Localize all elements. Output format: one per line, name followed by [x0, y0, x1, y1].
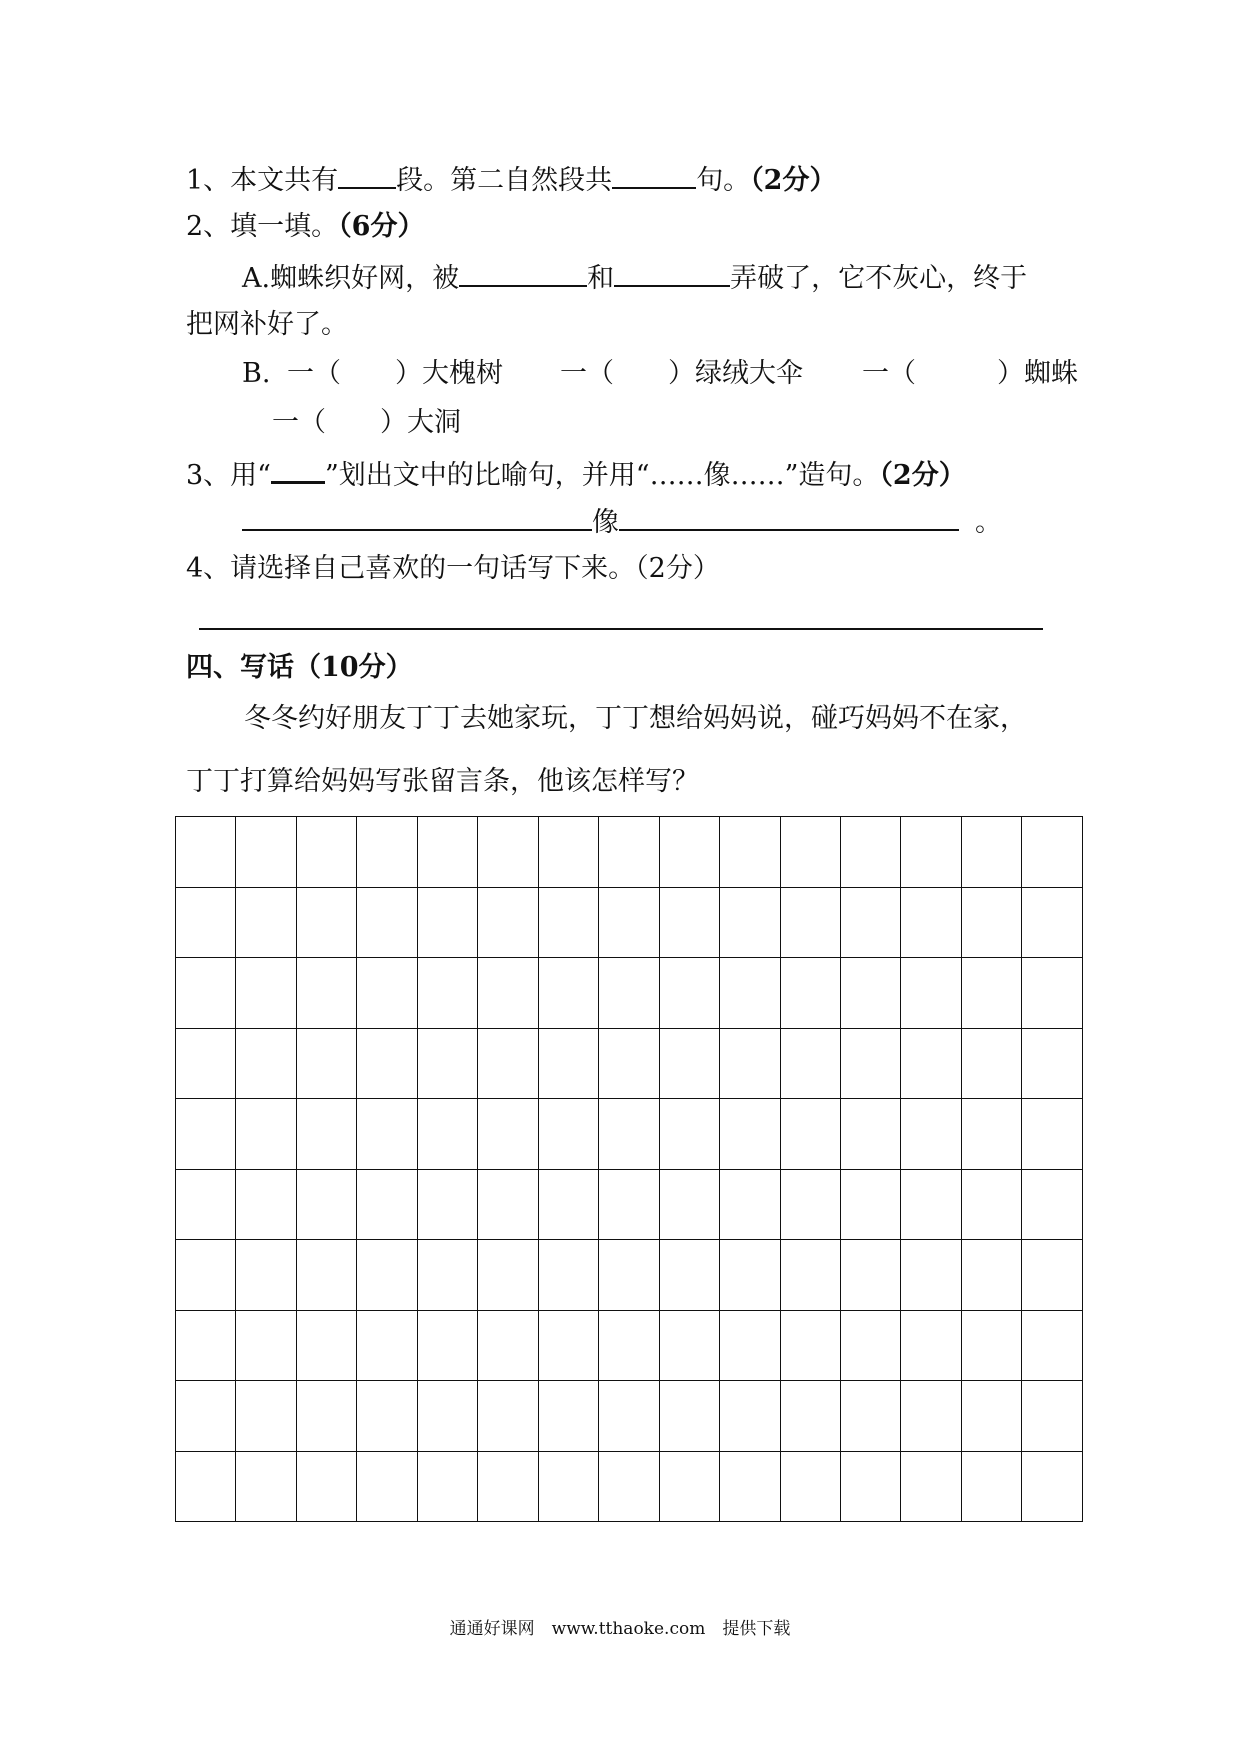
grid-cell[interactable]: [599, 1028, 659, 1099]
grid-cell[interactable]: [478, 1381, 538, 1452]
grid-cell[interactable]: [176, 1310, 236, 1381]
grid-cell[interactable]: [296, 1310, 356, 1381]
grid-cell[interactable]: [538, 1099, 598, 1170]
grid-cell[interactable]: [357, 1310, 417, 1381]
section-4-prompt-line-2: 丁丁打算给妈妈写张留言条，他该怎样写？: [186, 766, 699, 797]
grid-cell[interactable]: [357, 817, 417, 888]
q3-underline-sample: [271, 455, 325, 484]
grid-cell[interactable]: [961, 1381, 1021, 1452]
grid-cell[interactable]: [840, 1310, 900, 1381]
grid-cell[interactable]: [538, 1028, 598, 1099]
grid-cell[interactable]: [417, 1169, 477, 1240]
grid-cell[interactable]: [478, 1099, 538, 1170]
grid-cell[interactable]: [659, 887, 719, 958]
q2-part-b-prefix: B.: [242, 358, 271, 389]
grid-cell[interactable]: [840, 1169, 900, 1240]
q1-text-middle: 段。第二自然段共: [396, 165, 613, 196]
grid-cell[interactable]: [538, 958, 598, 1029]
grid-cell[interactable]: [236, 1240, 296, 1311]
grid-cell[interactable]: [1022, 1240, 1083, 1311]
grid-cell[interactable]: [236, 817, 296, 888]
grid-cell[interactable]: [780, 1240, 840, 1311]
grid-cell[interactable]: [236, 1381, 296, 1452]
grid-cell[interactable]: [780, 1169, 840, 1240]
grid-row: [176, 958, 1083, 1029]
grid-cell[interactable]: [720, 817, 780, 888]
grid-cell[interactable]: [901, 1310, 961, 1381]
grid-cell[interactable]: [901, 1028, 961, 1099]
grid-cell[interactable]: [296, 958, 356, 1029]
grid-cell[interactable]: [417, 1310, 477, 1381]
grid-cell[interactable]: [720, 1310, 780, 1381]
grid-cell[interactable]: [780, 958, 840, 1029]
grid-cell[interactable]: [840, 1451, 900, 1522]
grid-cell[interactable]: [961, 1028, 1021, 1099]
grid-cell[interactable]: [538, 1240, 598, 1311]
grid-cell[interactable]: [236, 1451, 296, 1522]
grid-cell[interactable]: [357, 1028, 417, 1099]
grid-cell[interactable]: [840, 1240, 900, 1311]
question-2: [186, 210, 424, 244]
grid-cell[interactable]: [720, 1028, 780, 1099]
q2a-text-middle: 和: [587, 263, 615, 294]
q2-part-a-continued: 把网补好了。: [186, 309, 348, 340]
question-4: 4、请选择自己喜欢的一句话写下来。（2分）: [186, 553, 720, 584]
grid-cell[interactable]: [659, 1169, 719, 1240]
grid-cell[interactable]: [780, 1028, 840, 1099]
q2-b-item-1: 一（ ）大槐树: [287, 358, 503, 389]
grid-cell[interactable]: [296, 1451, 356, 1522]
grid-cell[interactable]: [296, 817, 356, 888]
grid-cell[interactable]: [659, 1451, 719, 1522]
grid-cell[interactable]: [357, 958, 417, 1029]
grid-cell[interactable]: [901, 1099, 961, 1170]
grid-cell[interactable]: [296, 1028, 356, 1099]
grid-cell[interactable]: [1022, 1451, 1083, 1522]
grid-cell[interactable]: [1022, 817, 1083, 888]
grid-row: [176, 1310, 1083, 1381]
grid-cell[interactable]: [417, 1028, 477, 1099]
grid-cell[interactable]: [901, 887, 961, 958]
grid-cell[interactable]: [659, 817, 719, 888]
grid-cell[interactable]: [236, 1028, 296, 1099]
grid-cell[interactable]: [599, 1240, 659, 1311]
section-4-prompt-line-1: 冬冬约好朋友丁丁去她家玩，丁丁想给妈妈说，碰巧妈妈不在家，: [244, 703, 1027, 734]
grid-row: [176, 1451, 1083, 1522]
grid-cell[interactable]: [538, 1381, 598, 1452]
grid-cell[interactable]: [478, 1451, 538, 1522]
grid-cell[interactable]: [659, 1028, 719, 1099]
grid-cell[interactable]: [599, 1451, 659, 1522]
grid-cell[interactable]: [1022, 1310, 1083, 1381]
grid-cell[interactable]: [176, 1028, 236, 1099]
grid-cell[interactable]: [176, 1099, 236, 1170]
q2a-text-end: 弄破了，它不灰心，终于: [730, 263, 1028, 294]
grid-cell[interactable]: [357, 1381, 417, 1452]
grid-cell[interactable]: [961, 1310, 1021, 1381]
grid-cell[interactable]: [901, 1451, 961, 1522]
grid-cell[interactable]: [236, 958, 296, 1029]
grid-cell[interactable]: [659, 1381, 719, 1452]
grid-cell[interactable]: [538, 817, 598, 888]
q3-text-end: ”划出文中的比喻句，并用“……像……”造句。: [324, 460, 880, 491]
grid-cell[interactable]: [901, 817, 961, 888]
q2-part-a: [242, 259, 1027, 296]
grid-cell[interactable]: [780, 887, 840, 958]
grid-cell[interactable]: [357, 1240, 417, 1311]
grid-cell[interactable]: [720, 1099, 780, 1170]
grid-cell[interactable]: [357, 887, 417, 958]
grid-cell[interactable]: [417, 1451, 477, 1522]
grid-cell[interactable]: [720, 1451, 780, 1522]
footer-text: 通通好课网 www.tthaoke.com 提供下载: [449, 1619, 791, 1639]
grid-row: [176, 1099, 1083, 1170]
grid-cell[interactable]: [417, 817, 477, 888]
q2a-text-start: A.蜘蛛织好网，被: [242, 263, 460, 294]
grid-cell[interactable]: [840, 1099, 900, 1170]
grid-row: [176, 1028, 1083, 1099]
q4-answer-line[interactable]: [199, 628, 1043, 630]
grid-cell[interactable]: [478, 1028, 538, 1099]
grid-cell[interactable]: [659, 958, 719, 1029]
q3-period: 。: [975, 507, 1002, 538]
grid-cell[interactable]: [720, 958, 780, 1029]
grid-row: [176, 887, 1083, 958]
grid-row: [176, 817, 1083, 888]
grid-cell[interactable]: [478, 1240, 538, 1311]
grid-cell[interactable]: [599, 1310, 659, 1381]
grid-cell[interactable]: [538, 887, 598, 958]
grid-cell[interactable]: [236, 887, 296, 958]
q1-blank-sentences[interactable]: [612, 161, 696, 189]
grid-cell[interactable]: [176, 817, 236, 888]
grid-cell[interactable]: [236, 1099, 296, 1170]
q2a-blank-1[interactable]: [459, 259, 587, 287]
question-3: [186, 455, 966, 493]
grid-cell[interactable]: [176, 1451, 236, 1522]
grid-row: [176, 1169, 1083, 1240]
grid-row: [176, 1381, 1083, 1452]
q1-blank-paragraphs[interactable]: [338, 161, 396, 189]
grid-cell[interactable]: [538, 1310, 598, 1381]
grid-cell[interactable]: [659, 1240, 719, 1311]
writing-grid[interactable]: [175, 816, 1083, 1522]
grid-cell[interactable]: [961, 958, 1021, 1029]
grid-cell[interactable]: [901, 1240, 961, 1311]
grid-cell[interactable]: [417, 958, 477, 1029]
grid-cell[interactable]: [478, 1169, 538, 1240]
grid-cell[interactable]: [961, 1169, 1021, 1240]
q1-text-end: 句。: [696, 165, 751, 196]
grid-cell[interactable]: [961, 1240, 1021, 1311]
grid-cell[interactable]: [961, 1451, 1021, 1522]
grid-cell[interactable]: [901, 1381, 961, 1452]
grid-cell[interactable]: [1022, 1099, 1083, 1170]
grid-cell[interactable]: [357, 1451, 417, 1522]
grid-cell[interactable]: [780, 1310, 840, 1381]
q2-b-item-3: 一（ ）蜘蛛: [862, 358, 1078, 389]
section-4-title: 四、写话（10分）: [186, 652, 413, 683]
grid-cell[interactable]: [599, 1099, 659, 1170]
grid-cell[interactable]: [478, 958, 538, 1029]
grid-cell[interactable]: [296, 1099, 356, 1170]
q1-text-start: 1、本文共有: [186, 165, 339, 196]
grid-cell[interactable]: [901, 1169, 961, 1240]
grid-cell[interactable]: [417, 887, 477, 958]
grid-cell[interactable]: [840, 958, 900, 1029]
grid-cell[interactable]: [176, 1381, 236, 1452]
grid-cell[interactable]: [780, 1099, 840, 1170]
grid-cell[interactable]: [296, 1240, 356, 1311]
grid-cell[interactable]: [720, 1169, 780, 1240]
grid-cell[interactable]: [176, 958, 236, 1029]
grid-cell[interactable]: [599, 1169, 659, 1240]
grid-cell[interactable]: [538, 1169, 598, 1240]
grid-cell[interactable]: [1022, 958, 1083, 1029]
grid-cell[interactable]: [961, 817, 1021, 888]
grid-cell[interactable]: [599, 817, 659, 888]
q3-answer-line: [242, 503, 1002, 540]
grid-cell[interactable]: [357, 1099, 417, 1170]
grid-cell[interactable]: [599, 887, 659, 958]
grid-cell[interactable]: [840, 1381, 900, 1452]
grid-cell[interactable]: [840, 817, 900, 888]
q2-b-item-4: 一（ ）大洞: [272, 407, 461, 438]
grid-cell[interactable]: [659, 1099, 719, 1170]
grid-cell[interactable]: [780, 1381, 840, 1452]
grid-cell[interactable]: [296, 1381, 356, 1452]
grid-cell[interactable]: [176, 1169, 236, 1240]
grid-cell[interactable]: [599, 1381, 659, 1452]
q3-blank-2[interactable]: [619, 503, 959, 531]
grid-cell[interactable]: [1022, 1169, 1083, 1240]
grid-cell[interactable]: [417, 1381, 477, 1452]
q2-text: 2、填一填。: [186, 211, 339, 242]
grid-cell[interactable]: [417, 1240, 477, 1311]
grid-cell[interactable]: [538, 1451, 598, 1522]
grid-cell[interactable]: [357, 1169, 417, 1240]
grid-cell[interactable]: [599, 958, 659, 1029]
grid-cell[interactable]: [417, 1099, 477, 1170]
grid-cell[interactable]: [659, 1310, 719, 1381]
grid-cell[interactable]: [236, 1169, 296, 1240]
grid-cell[interactable]: [236, 1310, 296, 1381]
q2-score: （6分）: [338, 211, 425, 242]
grid-cell[interactable]: [478, 1310, 538, 1381]
grid-cell[interactable]: [478, 887, 538, 958]
grid-cell[interactable]: [296, 887, 356, 958]
question-1: [186, 161, 836, 198]
grid-cell[interactable]: [901, 958, 961, 1029]
q2-b-item-2: 一（ ）绿绒大伞: [560, 358, 803, 389]
grid-row: [176, 1240, 1083, 1311]
grid-cell[interactable]: [478, 817, 538, 888]
grid-cell[interactable]: [1022, 1381, 1083, 1452]
grid-cell[interactable]: [176, 887, 236, 958]
grid-cell[interactable]: [720, 887, 780, 958]
grid-cell[interactable]: [1022, 1028, 1083, 1099]
q3-text-start: 3、用“: [186, 460, 271, 491]
q2a-blank-2[interactable]: [614, 259, 730, 287]
grid-cell[interactable]: [176, 1240, 236, 1311]
grid-cell[interactable]: [720, 1240, 780, 1311]
grid-cell[interactable]: [961, 1099, 1021, 1170]
grid-cell[interactable]: [1022, 887, 1083, 958]
q3-blank-1[interactable]: [242, 503, 592, 531]
grid-cell[interactable]: [780, 817, 840, 888]
q3-like-word: 像: [592, 507, 619, 538]
grid-cell[interactable]: [840, 887, 900, 958]
q3-score: （2分）: [879, 460, 966, 491]
grid-cell[interactable]: [296, 1169, 356, 1240]
grid-cell[interactable]: [780, 1451, 840, 1522]
q1-score: （2分）: [750, 165, 837, 196]
grid-cell[interactable]: [840, 1028, 900, 1099]
grid-cell[interactable]: [720, 1381, 780, 1452]
grid-cell[interactable]: [961, 887, 1021, 958]
